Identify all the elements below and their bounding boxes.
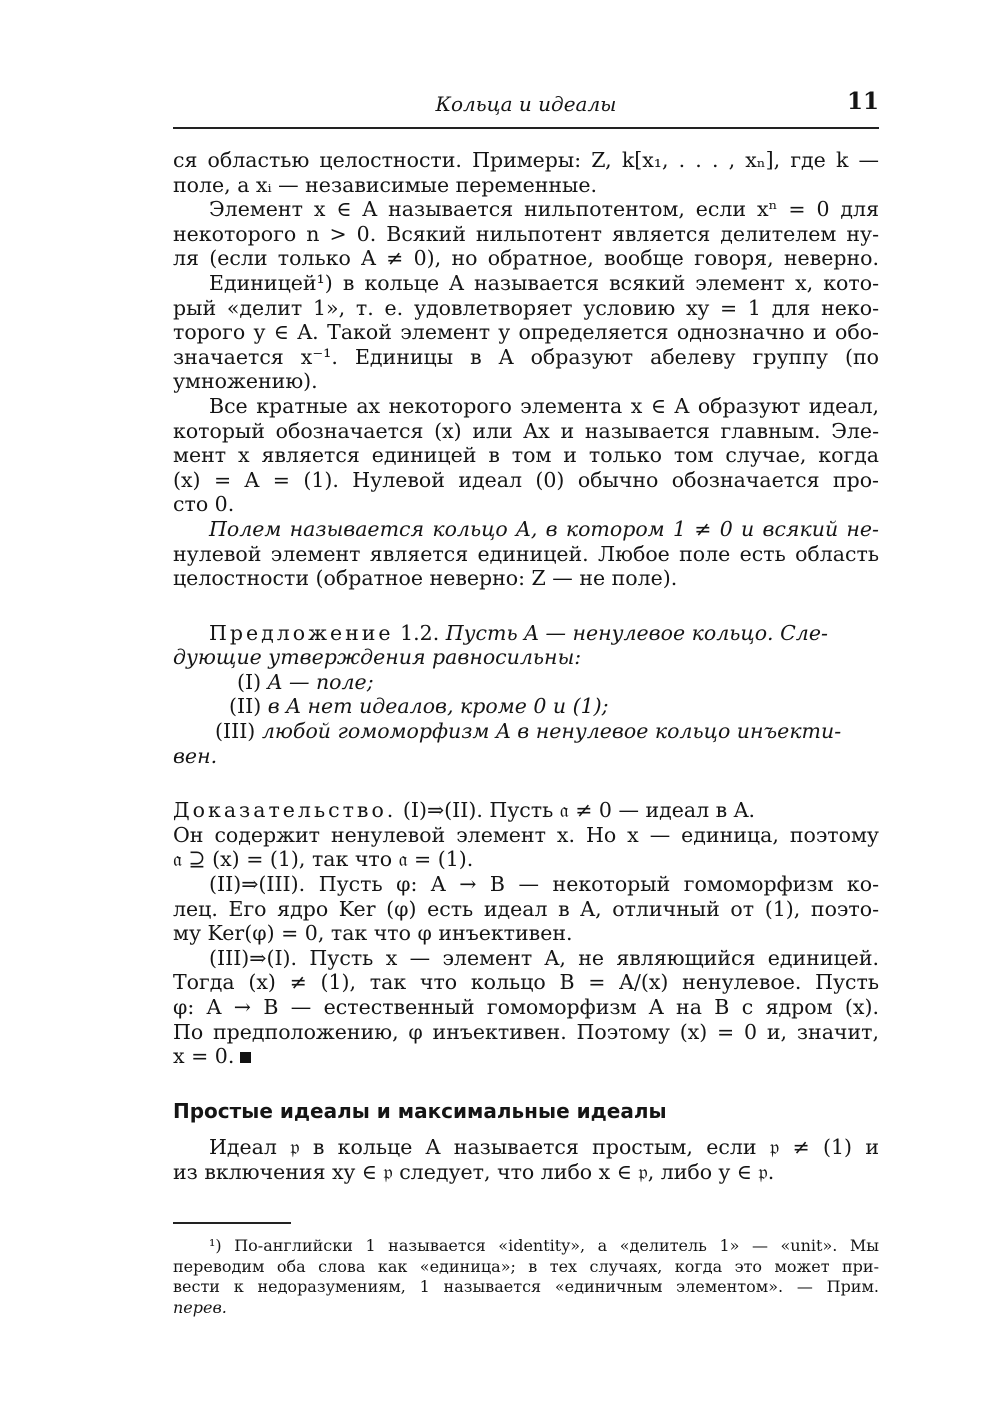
item-text: A — поле;	[267, 669, 374, 694]
text-line: Тогда (x) ≠ (1), так что кольцо B = A/(x) ненулевое. Пусть	[173, 970, 879, 995]
text-line: значается x⁻¹. Единицы в A образуют абелеву группу (по	[173, 344, 879, 369]
text-line: Все кратные ax некоторого элемента x ∈ A образуют идеал,	[209, 393, 879, 418]
text-line: Идеал 𝔭 в кольце A называется простым, если 𝔭 ≠ (1) и	[209, 1135, 879, 1160]
text-line: Полем называется кольцо A, в котором 1 ≠ 0 и всякий не-	[209, 516, 879, 541]
text-line: мент x является единицей в том и только том случае, когда	[173, 443, 879, 468]
footnote-line: ¹) По-английски 1 называется «identity», а «делитель 1» — «unit». Мы	[209, 1236, 879, 1255]
section-heading: Простые идеалы и максимальные идеалы	[173, 1098, 667, 1123]
item-label: (I)	[237, 669, 262, 694]
proof-text: x = 0.	[173, 1044, 235, 1069]
proposition-number: 1.2.	[400, 620, 440, 645]
running-title: Кольца и идеалы	[435, 92, 617, 116]
text-line: целостности (обратное неверно: Z — не поле).	[173, 566, 678, 591]
text-line: (x) = A = (1). Нулевой идеал (0) обычно обозначается про-	[173, 467, 879, 492]
text-line: лец. Его ядро Ker (φ) есть идеал в A, отличный от (1), поэто-	[173, 896, 879, 921]
text-line: му Ker(φ) = 0, так что φ инъективен.	[173, 921, 573, 946]
proposition-text: вен.	[173, 743, 218, 768]
header-rule	[173, 127, 879, 129]
text-line: сто 0.	[173, 492, 235, 517]
text-line	[173, 1044, 879, 1069]
proof-heading: Доказательство.	[173, 798, 397, 823]
proposition-text: дующие утверждения равносильны:	[173, 645, 582, 670]
proposition-item	[173, 719, 879, 744]
footnote-line: вести к недоразумениям, 1 называется «единичным элементом». — Прим.	[173, 1277, 879, 1296]
text-line: рый «делит 1», т. е. удовлетворяет условию xy = 1 для неко-	[173, 295, 879, 320]
text-line: φ: A → B — естественный гомоморфизм A на B с ядром (x).	[173, 995, 879, 1019]
text-line: поле, а xᵢ — независимые переменные.	[173, 172, 598, 197]
proof-text: (I)⇒(II). Пусть 𝔞 ≠ 0 — идеал в A.	[402, 798, 756, 823]
text-line: (II)⇒(III). Пусть φ: A → B — некоторый гомоморфизм ко-	[209, 872, 879, 897]
running-header	[173, 88, 879, 128]
proposition-item	[173, 694, 879, 719]
footnote-line: переводим оба слова как «единица»; в тех случаях, когда это может при-	[173, 1256, 879, 1276]
proof-first-line	[173, 798, 879, 823]
item-label: (II)	[229, 694, 262, 719]
proposition-block	[173, 621, 879, 769]
footnote-rule	[173, 1222, 291, 1224]
item-text: в A нет идеалов, кроме 0 и (1);	[267, 694, 609, 719]
proposition-first-line	[173, 621, 879, 646]
main-text	[173, 148, 879, 1185]
text-line: торого y ∈ A. Такой элемент y определяется однозначно и обо-	[173, 320, 879, 345]
item-label: (III)	[215, 719, 256, 744]
text-line: который обозначается (x) или Ax и называется главным. Эле-	[173, 418, 879, 443]
item-text: любой гомоморфизм A в ненулевое кольцо инъекти-	[261, 719, 842, 744]
text-line: ся областью целостности. Примеры: Z, k[x₁, . . . , xₙ], где k —	[173, 148, 879, 172]
proof-block	[173, 798, 879, 1069]
text-line: Он содержит ненулевой элемент x. Но x — единица, поэтому	[173, 822, 879, 847]
text-line: некоторого n > 0. Всякий нильпотент является делителем ну-	[173, 221, 879, 246]
qed-square-icon	[240, 1052, 251, 1063]
text-line: из включения xy ∈ 𝔭 следует, что либо x ∈ 𝔭, либо y ∈ 𝔭.	[173, 1159, 775, 1184]
proposition-heading: Предложение	[209, 620, 394, 645]
text-line: умножению).	[173, 369, 318, 394]
footnote	[173, 1236, 879, 1318]
proposition-item	[173, 670, 879, 695]
proposition-text: Пусть A — ненулевое кольцо. Сле-	[445, 620, 828, 645]
text-line: нулевой элемент является единицей. Любое поле есть область	[173, 541, 879, 566]
text-line: Элемент x ∈ A называется нильпотентом, если xⁿ = 0 для	[209, 197, 879, 222]
page-number: 11	[846, 88, 879, 115]
text-line: По предположению, φ инъективен. Поэтому (x) = 0 и, значит,	[173, 1019, 879, 1044]
text-line: Единицей¹) в кольце A называется всякий элемент x, кото-	[209, 270, 879, 295]
text-line: 𝔞 ⊇ (x) = (1), так что 𝔞 = (1).	[173, 847, 474, 872]
text-line: ля (если только A ≠ 0), но обратное, вообще говоря, неверно.	[173, 246, 879, 271]
text-line: (III)⇒(I). Пусть x — элемент A, не являющийся единицей.	[209, 945, 879, 970]
footnote-line: перев.	[173, 1297, 227, 1317]
